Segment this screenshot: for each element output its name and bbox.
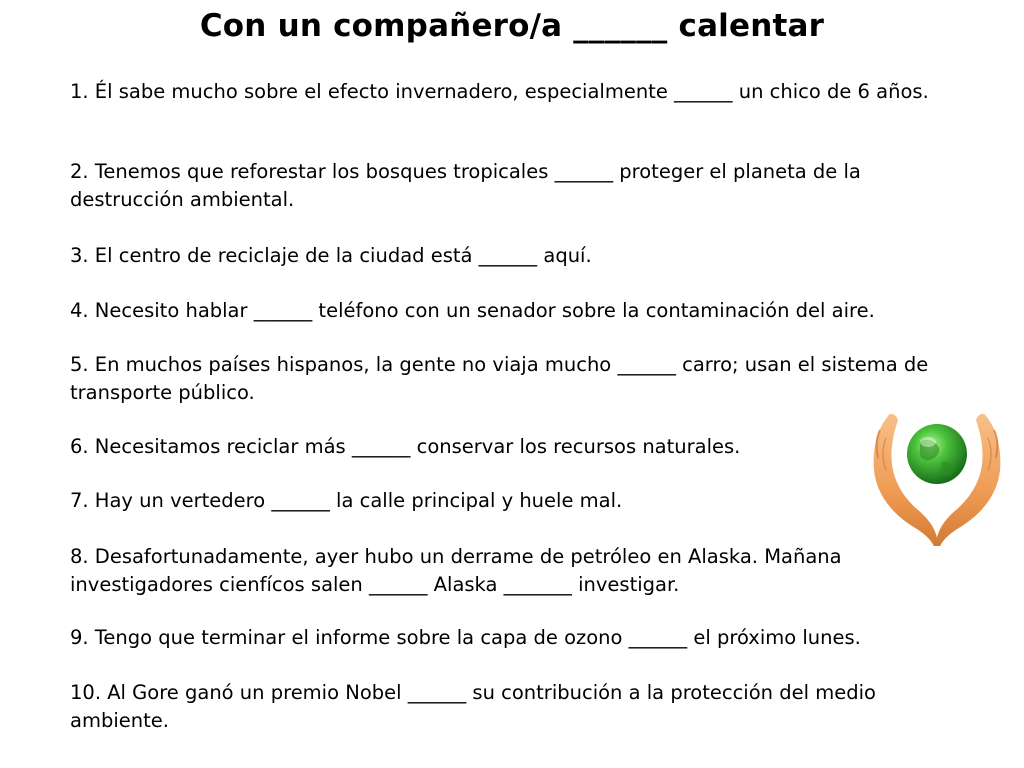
exercise-item-3: 3. El centro de reciclaje de la ciudad está ______ aquí. xyxy=(70,244,592,267)
exercise-item-7: 7. Hay un vertedero ______ la calle principal y huele mal. xyxy=(70,489,623,512)
page-title: Con un compañero/a ______ calentar xyxy=(199,8,825,44)
exercise-item-5: 5. En muchos países hispanos, la gente no viaja mucho ______ carro; usan el sistema de transporte público. xyxy=(70,353,929,404)
exercise-item-2: 2. Tenemos que reforestar los bosques tropicales ______ proteger el planeta de la destrucción ambiental. xyxy=(70,160,861,211)
exercise-item-8: 8. Desafortunadamente, ayer hubo un derrame de petróleo en Alaska. Mañana investigadores cienfícos salen ______ Alaska _______ investigar. xyxy=(70,545,842,596)
hands-holding-earth-icon xyxy=(868,408,1006,548)
exercise-item-9: 9. Tengo que terminar el informe sobre la capa de ozono ______ el próximo lunes. xyxy=(70,626,861,649)
exercise-item-4: 4. Necesito hablar ______ teléfono con un senador sobre la contaminación del aire. xyxy=(70,299,875,322)
exercise-item-10: 10. Al Gore ganó un premio Nobel ______ su contribución a la protección del medio ambiente. xyxy=(70,681,876,732)
exercise-item-6: 6. Necesitamos reciclar más ______ conservar los recursos naturales. xyxy=(70,435,741,458)
exercise-item-1: 1. Él sabe mucho sobre el efecto invernadero, especialmente ______ un chico de 6 años. xyxy=(70,80,929,103)
